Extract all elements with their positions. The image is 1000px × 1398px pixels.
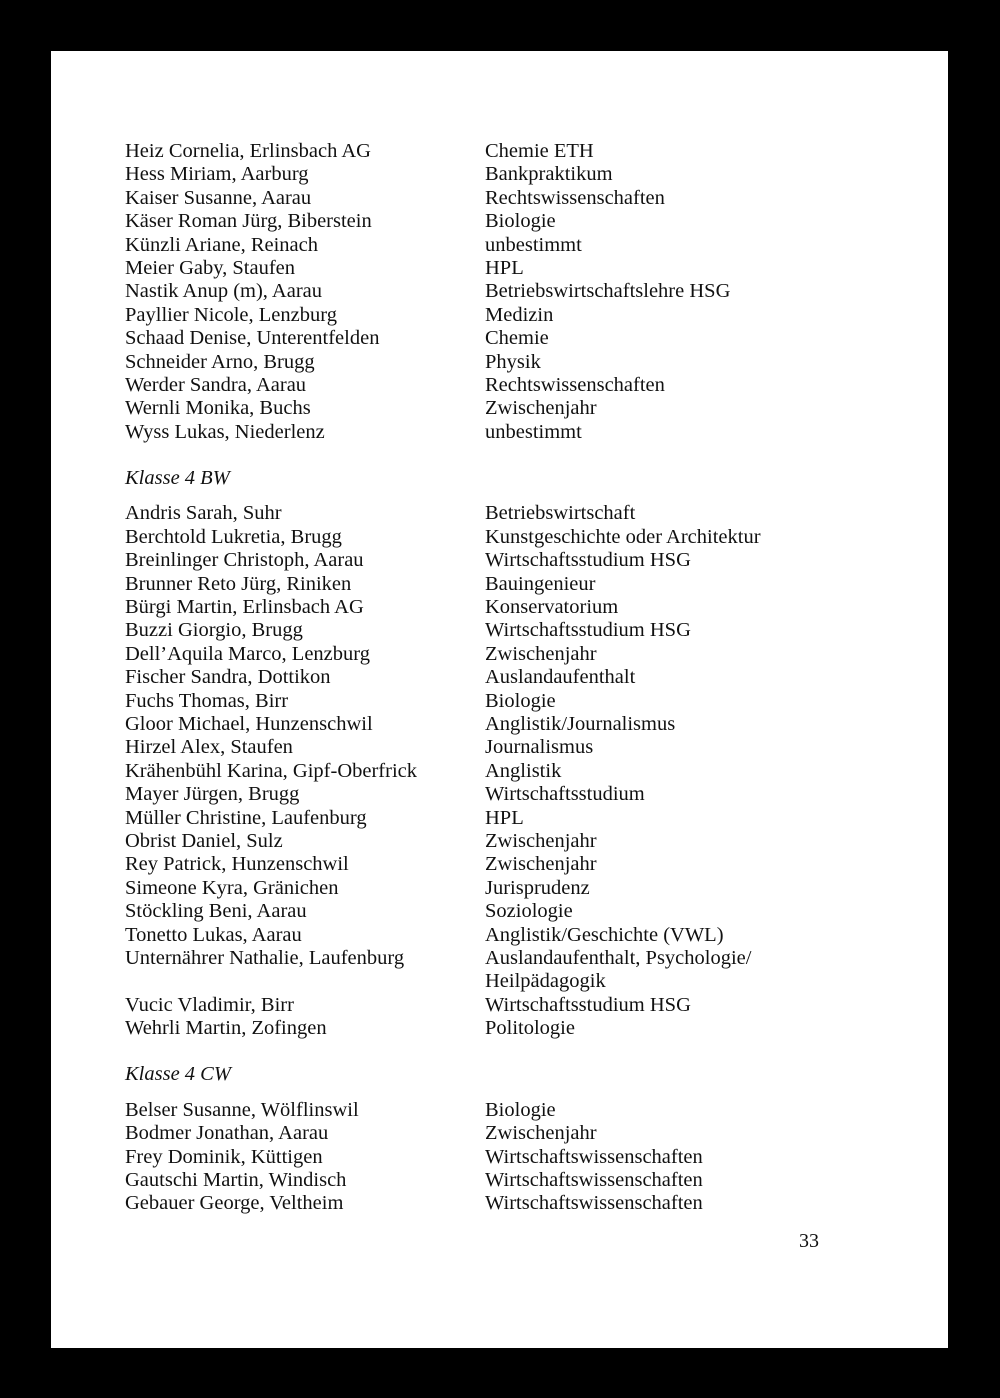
list-row: [125, 1192, 925, 1215]
student-name: Müller Christine, Laufenburg: [125, 806, 367, 829]
list-row: [125, 526, 925, 549]
study-choice: Zwischenjahr: [485, 1122, 597, 1145]
study-choice: Chemie: [485, 327, 549, 350]
list-row: [125, 807, 925, 830]
study-choice: HPL: [485, 806, 524, 829]
list-row: [125, 234, 925, 257]
list-row: [125, 994, 925, 1017]
section-continued: [125, 140, 925, 444]
study-choice: Wirtschaftsstudium HSG: [485, 619, 691, 642]
student-name: Meier Gaby, Staufen: [125, 256, 296, 279]
student-name: Brunner Reto Jürg, Riniken: [125, 572, 352, 595]
student-name: Wehrli Martin, Zofingen: [125, 1017, 327, 1040]
list-row: [125, 280, 925, 303]
student-name: Mayer Jürgen, Brugg: [125, 783, 300, 806]
study-choice: Chemie ETH: [485, 140, 594, 162]
list-row: [125, 1122, 925, 1145]
student-name: Belser Susanne, Wölflinswil: [125, 1098, 359, 1121]
study-choice: Wirtschaftswissenschaften: [485, 1192, 703, 1215]
student-name: Tonetto Lukas, Aarau: [125, 923, 302, 946]
student-name: Bürgi Martin, Erlinsbach AG: [125, 596, 364, 619]
study-choice: Kunstgeschichte oder Architektur: [485, 525, 761, 548]
study-choice: Wirtschaftswissenschaften: [485, 1145, 703, 1168]
student-name: Vucic Vladimir, Birr: [125, 993, 294, 1016]
student-name: Schaad Denise, Unterentfelden: [125, 327, 380, 350]
list-row: [125, 140, 925, 163]
student-name: Hirzel Alex, Staufen: [125, 736, 293, 759]
list-row: [125, 690, 925, 713]
study-choice: Zwischenjahr: [485, 397, 597, 420]
list-row: [125, 1169, 925, 1192]
study-choice: Zwischenjahr: [485, 642, 597, 665]
student-name: Kaiser Susanne, Aarau: [125, 186, 312, 209]
list-row: [125, 853, 925, 876]
list-row: [125, 502, 925, 525]
list-row: [125, 643, 925, 666]
study-choice: unbestimmt: [485, 420, 582, 443]
student-name: Krähenbühl Karina, Gipf-Oberfrick: [125, 759, 418, 782]
student-name: Gloor Michael, Hunzenschwil: [125, 712, 373, 735]
study-choice: Auslandaufenthalt: [485, 666, 636, 689]
list-row: [125, 421, 925, 444]
study-choice: Anglistik/Journalismus: [485, 712, 676, 735]
study-choice: Bauingenieur: [485, 572, 596, 595]
study-choice: Politologie: [485, 1017, 575, 1040]
study-choice: Anglistik/Geschichte (VWL): [485, 923, 724, 946]
list-row: [125, 351, 925, 374]
list-row: [125, 163, 925, 186]
study-choice: Soziologie: [485, 900, 573, 923]
student-name: Unternährer Nathalie, Laufenburg: [125, 946, 405, 969]
list-row: [125, 327, 925, 350]
list-row: [125, 596, 925, 619]
list-row: [125, 783, 925, 806]
student-name: Obrist Daniel, Sulz: [125, 829, 283, 852]
student-name: Werder Sandra, Aarau: [125, 373, 307, 396]
list-row: [125, 1099, 925, 1122]
student-name: Wyss Lukas, Niederlenz: [125, 420, 325, 443]
page-number: 33: [799, 1230, 819, 1252]
section-rows: [125, 140, 925, 444]
study-choice: Betriebswirtschaftslehre HSG: [485, 280, 731, 303]
list-row: [125, 924, 925, 947]
student-name: Hess Miriam, Aarburg: [125, 163, 309, 186]
study-choice: Biologie: [485, 689, 556, 712]
study-choice: Rechtswissenschaften: [485, 373, 665, 396]
list-row: [125, 257, 925, 280]
study-choice: Wirtschaftsstudium: [485, 783, 645, 806]
list-row: [125, 1017, 925, 1040]
student-name: Buzzi Giorgio, Brugg: [125, 619, 303, 642]
list-row: [125, 549, 925, 572]
student-name: [125, 970, 485, 993]
study-choice: Zwischenjahr: [485, 829, 597, 852]
student-name: Dell’Aquila Marco, Lenzburg: [125, 642, 370, 665]
list-row: [125, 619, 925, 642]
list-row: [125, 573, 925, 596]
student-name: Berchtold Lukretia, Brugg: [125, 525, 342, 548]
list-row: [125, 736, 925, 759]
study-choice: Biologie: [485, 1098, 556, 1121]
list-row: [125, 210, 925, 233]
student-name: Käser Roman Jürg, Biberstein: [125, 210, 372, 233]
student-list: [125, 140, 925, 1216]
student-name: Gautschi Martin, Windisch: [125, 1169, 347, 1192]
study-choice: unbestimmt: [485, 233, 582, 256]
list-row: [125, 947, 925, 970]
study-choice: Zwischenjahr: [485, 853, 597, 876]
study-choice: Wirtschaftsstudium HSG: [485, 549, 691, 572]
study-choice: Konservatorium: [485, 596, 619, 619]
student-name: Heiz Cornelia, Erlinsbach AG: [125, 140, 371, 162]
class-heading: Klasse 4 BW: [125, 467, 230, 490]
student-name: Breinlinger Christoph, Aarau: [125, 549, 364, 572]
student-name: Fuchs Thomas, Birr: [125, 689, 289, 712]
list-row: [125, 877, 925, 900]
list-row: [125, 1146, 925, 1169]
study-choice: Betriebswirtschaft: [485, 502, 636, 525]
student-name: Schneider Arno, Brugg: [125, 350, 315, 373]
student-name: Stöckling Beni, Aarau: [125, 900, 307, 923]
list-row: [125, 713, 925, 736]
student-name: Frey Dominik, Küttigen: [125, 1145, 323, 1168]
student-name: Nastik Anup (m), Aarau: [125, 280, 322, 303]
list-row: [125, 760, 925, 783]
study-choice: Journalismus: [485, 736, 594, 759]
student-name: Bodmer Jonathan, Aarau: [125, 1122, 329, 1145]
section-rows: [125, 1099, 925, 1216]
student-name: Simeone Kyra, Gränichen: [125, 876, 339, 899]
list-row: [125, 187, 925, 210]
section-klasse-4bw: [125, 467, 925, 1040]
study-choice: Wirtschaftswissenschaften: [485, 1169, 703, 1192]
study-choice: Wirtschaftsstudium HSG: [485, 993, 691, 1016]
study-choice: Jurisprudenz: [485, 876, 590, 899]
student-name: Andris Sarah, Suhr: [125, 502, 282, 525]
study-choice: HPL: [485, 256, 524, 279]
student-name: Künzli Ariane, Reinach: [125, 233, 318, 256]
study-choice: Physik: [485, 350, 541, 373]
list-row: [125, 970, 925, 993]
section-rows: [125, 502, 925, 1040]
list-row: [125, 397, 925, 420]
study-choice: Medizin: [485, 303, 554, 326]
student-name: Rey Patrick, Hunzenschwil: [125, 853, 349, 876]
student-name: Fischer Sandra, Dottikon: [125, 666, 331, 689]
list-row: [125, 374, 925, 397]
class-heading: Klasse 4 CW: [125, 1063, 231, 1086]
list-row: [125, 830, 925, 853]
list-row: [125, 666, 925, 689]
study-choice: Anglistik: [485, 759, 562, 782]
document-page: [51, 51, 948, 1348]
study-choice: Bankpraktikum: [485, 163, 613, 186]
section-klasse-4cw: [125, 1063, 925, 1215]
study-choice: Rechtswissenschaften: [485, 186, 665, 209]
study-choice: Heilpädagogik: [485, 970, 606, 993]
study-choice: Biologie: [485, 210, 556, 233]
student-name: Wernli Monika, Buchs: [125, 397, 311, 420]
student-name: Gebauer George, Veltheim: [125, 1192, 344, 1215]
list-row: [125, 900, 925, 923]
list-row: [125, 304, 925, 327]
student-name: Payllier Nicole, Lenzburg: [125, 303, 337, 326]
study-choice: Auslandaufenthalt, Psychologie/: [485, 946, 752, 969]
